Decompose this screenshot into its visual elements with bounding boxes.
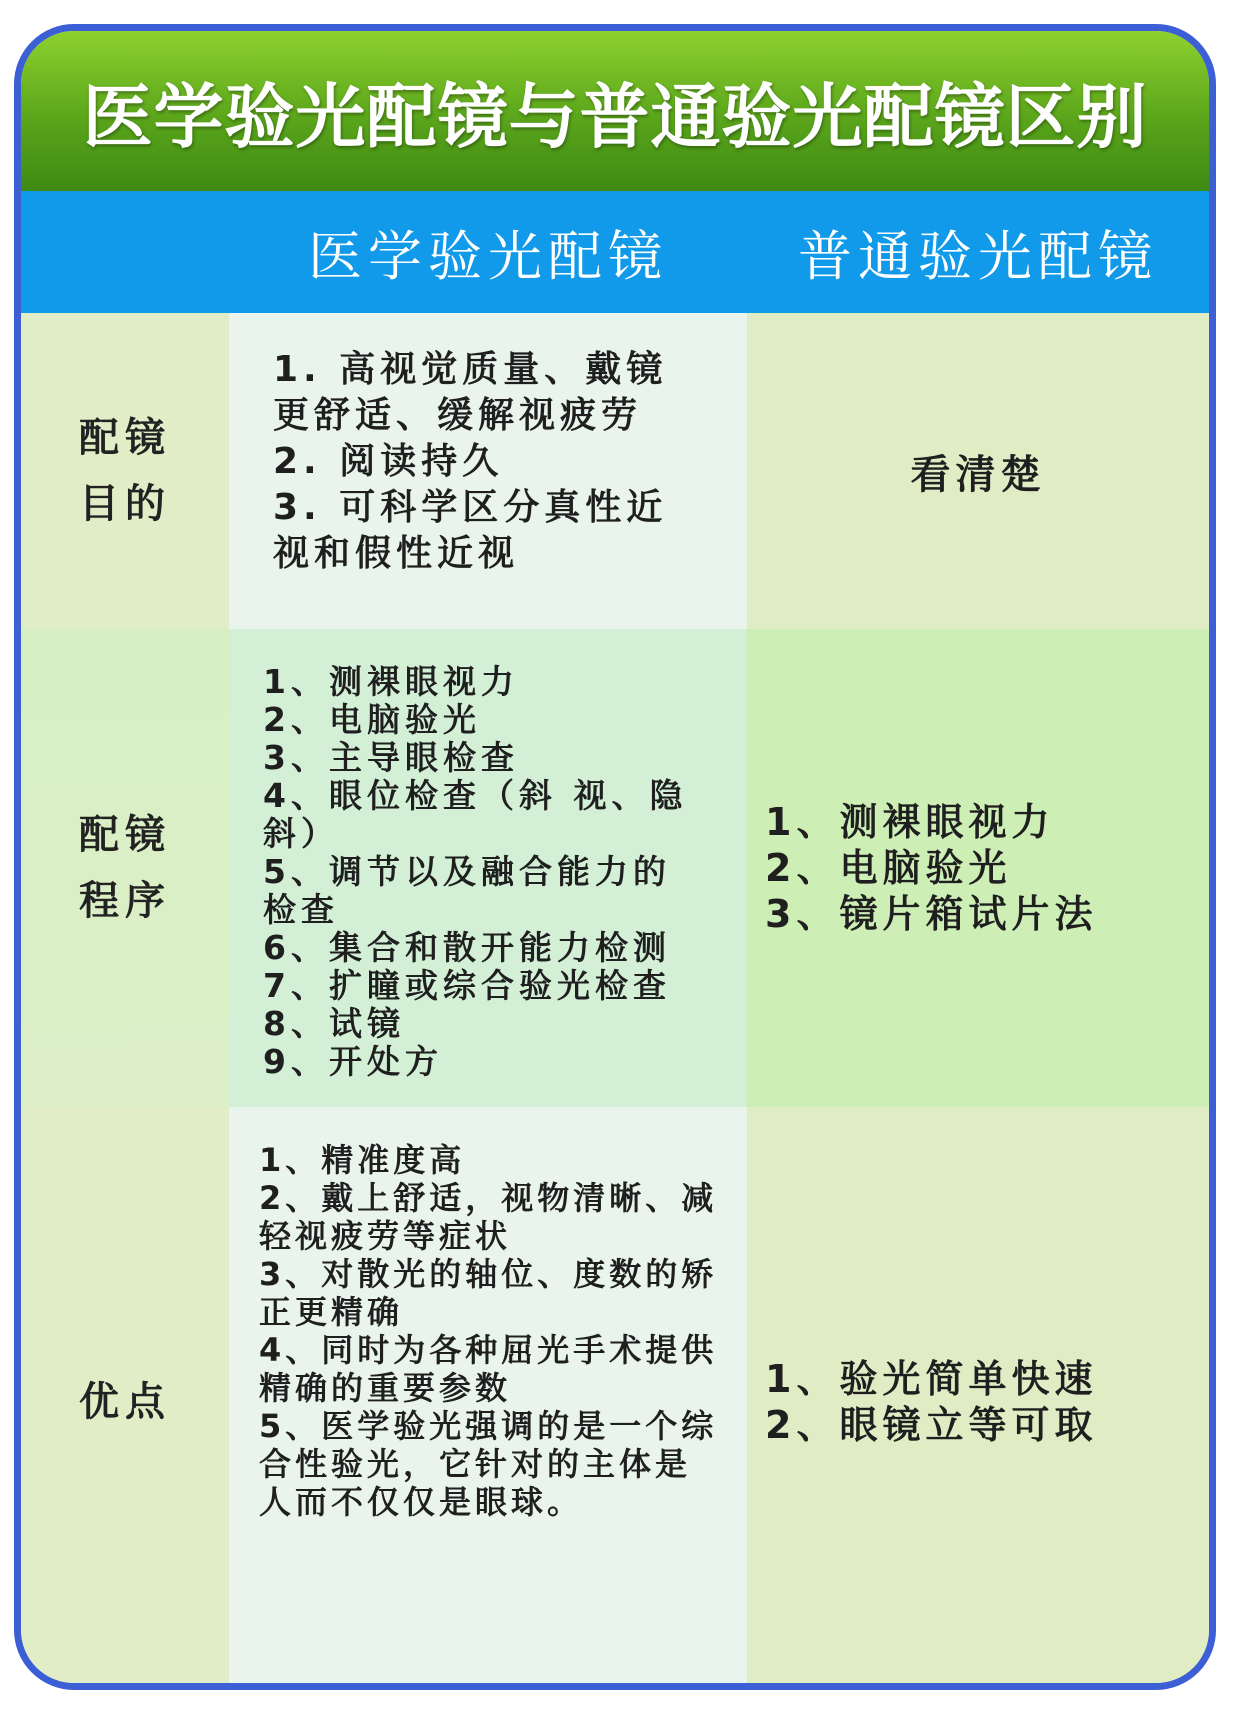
list-item: 4、眼位检查（斜 视、隐斜） <box>263 776 688 853</box>
row-procedure <box>21 629 1209 1107</box>
normal-cell <box>747 629 1209 1107</box>
comparison-card <box>14 24 1216 1690</box>
list-item: 4、同时为各种屈光手术提供精确的重要参数 <box>259 1331 718 1407</box>
page-title: 医学验光配镜与普通验光配镜区别 <box>82 75 1148 158</box>
normal-cell <box>747 1107 1209 1690</box>
header-medical: 医学验光配镜 <box>308 224 668 288</box>
medical-cell <box>229 1107 747 1690</box>
row-purpose <box>21 313 1209 629</box>
list-item: 1、测裸眼视力 <box>263 662 519 701</box>
row-label-line: 配镜 <box>79 812 171 858</box>
normal-text: 看清楚 <box>910 451 1046 498</box>
row-advantages <box>21 1107 1209 1690</box>
list-item: 2. 阅读持久 <box>273 441 504 482</box>
list-item: 2、电脑验光 <box>765 846 1012 890</box>
list-item: 1. 高视觉质量、戴镜更舒适、缓解视疲劳 <box>273 349 668 436</box>
list-item: 1、验光简单快速 <box>765 1357 1098 1401</box>
list-item: 3、镜片箱试片法 <box>765 892 1098 936</box>
list-item: 5、医学验光强调的是一个综合性验光，它针对的主体是人而不仅仅是眼球。 <box>259 1407 718 1521</box>
row-label <box>21 1107 229 1690</box>
medical-cell <box>229 313 747 629</box>
header-bar <box>21 191 1209 313</box>
row-label-line: 优点 <box>79 1379 171 1425</box>
normal-cell <box>747 313 1209 629</box>
row-label <box>21 629 229 1107</box>
list-item: 9、开处方 <box>263 1042 443 1081</box>
list-item: 3、对散光的轴位、度数的矫正更精确 <box>259 1255 718 1331</box>
medical-cell <box>229 629 747 1107</box>
list-item: 1、精准度高 <box>259 1141 466 1179</box>
list-item: 2、眼镜立等可取 <box>765 1403 1098 1447</box>
header-normal: 普通验光配镜 <box>798 224 1158 288</box>
list-item: 6、集合和散开能力检测 <box>263 928 671 967</box>
title-bar <box>21 31 1209 191</box>
list-item: 3、主导眼检查 <box>263 738 519 777</box>
list-item: 1、测裸眼视力 <box>765 800 1055 844</box>
list-item: 3. 可科学区分真性近视和假性近视 <box>273 487 668 574</box>
row-label <box>21 313 229 629</box>
list-item: 2、戴上舒适，视物清晰、减轻视疲劳等症状 <box>259 1179 718 1255</box>
row-label-line: 配镜 <box>79 415 171 461</box>
list-item: 7、扩瞳或综合验光检查 <box>263 966 671 1005</box>
list-item: 2、电脑验光 <box>263 700 481 739</box>
list-item: 8、试镜 <box>263 1004 405 1043</box>
list-item: 5、调节以及融合能力的检查 <box>263 852 671 929</box>
row-label-line: 程序 <box>79 878 171 924</box>
row-label-line: 目的 <box>79 481 171 527</box>
